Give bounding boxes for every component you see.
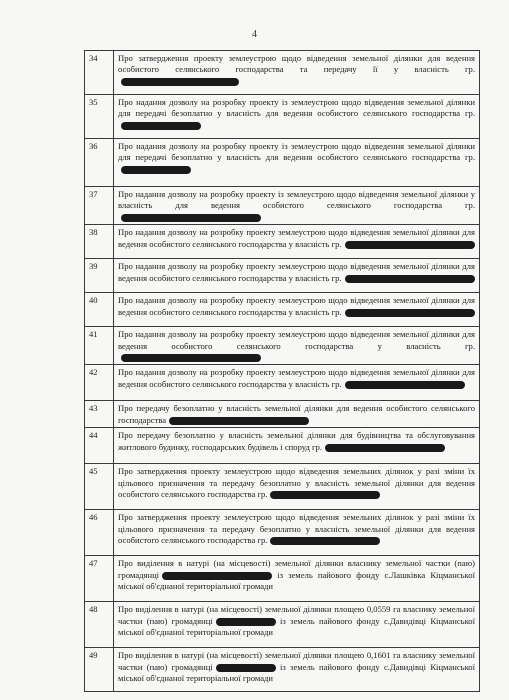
table-row xyxy=(85,365,480,401)
row-text: Про виділення в натурі (на місцевості) земельної ділянки площею 0,0559 га власнику земельної частки (паю) громадянці із земель пайового фонду с.Давидівці Кіцманської міської об'єднаної територіальної громади xyxy=(114,602,480,648)
redacted-name xyxy=(121,214,261,222)
redacted-name xyxy=(169,417,309,425)
row-number: 39 xyxy=(85,259,114,293)
row-text: Про надання дозволу на розробку проекту із землеустрою щодо відведення земельної ділянки для передачі безоплатно у власність для ведення особистого селянського господарства гр. xyxy=(114,139,480,187)
redacted-name xyxy=(121,78,239,86)
row-text: Про надання дозволу на розробку проекту землеустрою щодо відведення земельної ділянки для ведення особистого селянського господарства у власність гр. xyxy=(114,293,480,327)
row-text: Про надання дозволу на розробку проекту землеустрою щодо відведення земельної ділянки для ведення особистого селянського господарства у власність гр. xyxy=(114,327,480,365)
row-number: 47 xyxy=(85,556,114,602)
table-row xyxy=(85,602,480,648)
table-row xyxy=(85,139,480,187)
row-number: 45 xyxy=(85,464,114,510)
table-row xyxy=(85,95,480,139)
table-row xyxy=(85,401,480,428)
row-number: 35 xyxy=(85,95,114,139)
table-row xyxy=(85,259,480,293)
redacted-name xyxy=(345,309,475,317)
redacted-name xyxy=(121,166,191,174)
redacted-name xyxy=(121,122,201,130)
table-row xyxy=(85,187,480,225)
page-number: 4 xyxy=(252,29,257,40)
redacted-name xyxy=(345,381,465,389)
row-text: Про надання дозволу на розробку проекту землеустрою щодо відведення земельної ділянки для ведення особистого селянського господарства у власність гр. xyxy=(114,365,480,401)
row-number: 34 xyxy=(85,51,114,95)
row-number: 38 xyxy=(85,225,114,259)
table-row xyxy=(85,51,480,95)
redacted-name xyxy=(216,664,276,672)
redacted-name xyxy=(216,618,276,626)
redacted-name xyxy=(270,491,380,499)
row-number: 43 xyxy=(85,401,114,428)
table-row xyxy=(85,293,480,327)
row-text: Про виділення в натурі (на місцевості) земельної ділянки площею 0,1601 га власнику земельної частки (паю) громадянці із земель пайового фонду с.Давидівці Кіцманської міської об'єднаної територіальної громади xyxy=(114,648,480,692)
table-row xyxy=(85,464,480,510)
row-text: Про затвердження проекту землеустрою щодо відведення земельних ділянок у разі зміни їх цільового призначення та передачу безоплатно у власність земельної ділянки для ведення особистого селянського господарства гр. xyxy=(114,510,480,556)
row-number: 40 xyxy=(85,293,114,327)
row-text: Про надання дозволу на розробку проекту із землеустрою щодо відведення земельної ділянки у власність для ведення особистого селянського господарства гр. xyxy=(114,187,480,225)
row-text: Про надання дозволу на розробку проекту землеустрою щодо відведення земельної ділянки для ведення особистого селянського господарства у власність гр. xyxy=(114,225,480,259)
row-text: Про надання дозволу на розробку проекту із землеустрою щодо відведення земельної ділянки для передачі безоплатно у власність для ведення особистого селянського господарства гр. xyxy=(114,95,480,139)
redacted-name xyxy=(162,572,272,580)
row-number: 37 xyxy=(85,187,114,225)
row-number: 42 xyxy=(85,365,114,401)
row-text: Про передачу безоплатно у власність земельної ділянки для будівництва та обслуговування житлового будинку, господарських будівель і споруд гр. xyxy=(114,428,480,464)
row-number: 46 xyxy=(85,510,114,556)
row-text: Про виділення в натурі (на місцевості) земельної ділянки власнику земельної частки (паю) громадянці із земель пайового фонду с.Лашківка Кіцманської міської об'єднаної територіальної громади xyxy=(114,556,480,602)
row-number: 48 xyxy=(85,602,114,648)
redacted-name xyxy=(325,444,445,452)
row-number: 41 xyxy=(85,327,114,365)
table-row xyxy=(85,648,480,692)
table-row xyxy=(85,556,480,602)
table-row xyxy=(85,428,480,464)
row-number: 44 xyxy=(85,428,114,464)
table-row xyxy=(85,510,480,556)
row-text: Про затвердження проекту землеустрою щодо відведення земельних ділянок у разі зміни їх цільового призначення та передачу безоплатно у власність земельної ділянки для ведення особистого селянського господарства гр. xyxy=(114,464,480,510)
row-text: Про надання дозволу на розробку проекту землеустрою щодо відведення земельної ділянки для ведення особистого селянського господарства у власність гр. xyxy=(114,259,480,293)
agenda-table xyxy=(84,50,480,692)
redacted-name xyxy=(345,275,475,283)
redacted-name xyxy=(345,241,475,249)
redacted-name xyxy=(121,354,261,362)
row-number: 49 xyxy=(85,648,114,692)
table-row xyxy=(85,327,480,365)
redacted-name xyxy=(270,537,380,545)
row-number: 36 xyxy=(85,139,114,187)
row-text: Про затвердження проекту землеустрою щодо відведення земельної ділянки для ведення особистого селянського господарства та передачу її у власність гр. xyxy=(114,51,480,95)
table-row xyxy=(85,225,480,259)
row-text: Про передачу безоплатно у власність земельної ділянки для ведення особистого селянського господарства xyxy=(114,401,480,428)
